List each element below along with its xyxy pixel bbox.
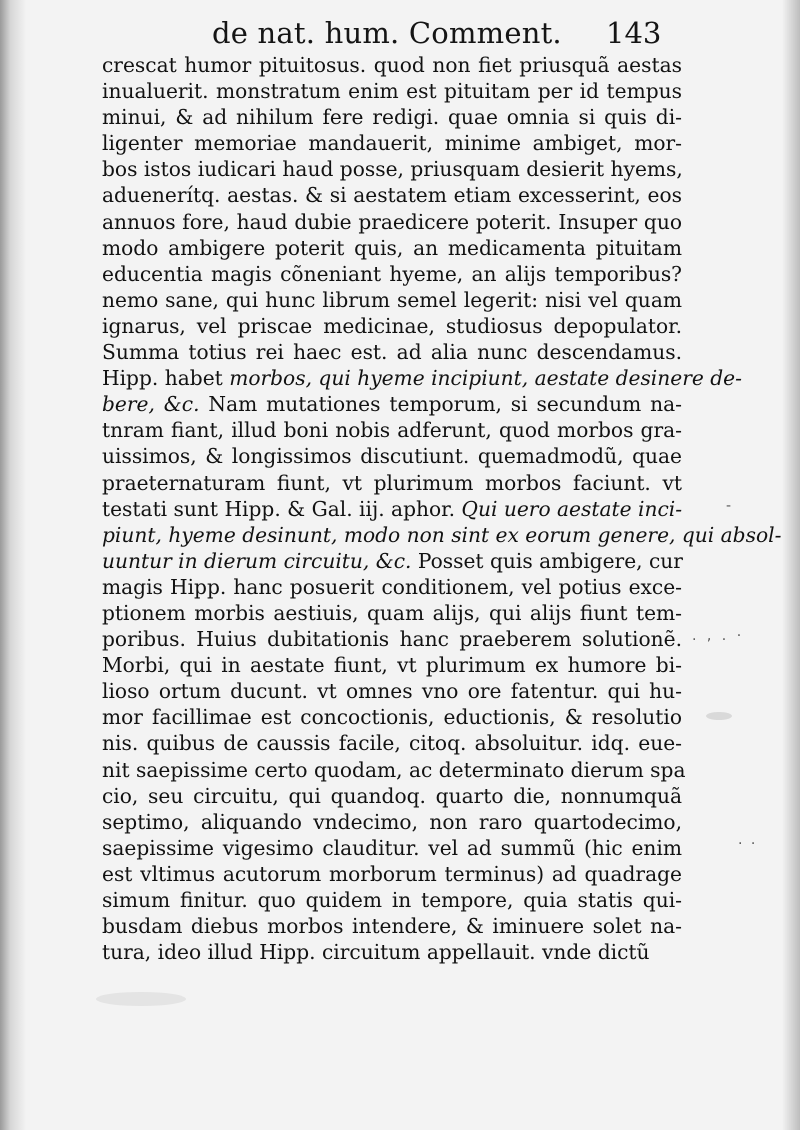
ink-smudge [706,712,732,720]
text-line [102,522,782,548]
text-line [102,313,682,339]
running-title: de nat. hum. Comment. [212,16,562,50]
text-segment: Nam mutationes temporum, si secundum na- [199,392,682,417]
italic-quotation: morbos, qui hyeme incipiunt, aestate desinere de- [229,366,742,391]
text-segment: testati sunt Hipp. & Gal. iij. aphor. [102,496,462,521]
text-line [102,339,682,365]
page-number: 143 [606,16,662,50]
text-segment: simum finitur. quo quidem in tempore, quia statis qui- [102,888,682,912]
text-line [102,548,682,574]
text-segment: nit saepissime certo quodam, ac determinato dierum spa [102,757,686,782]
text-segment: nemo sane, qui hunc librum semel legerit: nisi vel quam [102,287,682,312]
text-line [102,209,682,235]
text-line [102,939,682,965]
gutter-shadow [0,0,26,1130]
text-line [102,417,682,443]
text-segment: septimo, aliquando vndecimo, non raro quartodecimo, [102,809,682,834]
text-segment: ptionem morbis aestiuis, quam alijs, qui alijs fiunt tem- [102,600,682,625]
margin-speck: . , . · [692,628,745,644]
text-line [102,652,682,678]
text-segment: bos istos iudicari haud posse, priusquam desierit hyems, [102,157,683,182]
text-segment: busdam diebus morbos intendere, & iminuere solet na- [102,914,682,939]
text-line [102,391,682,417]
text-segment: lioso ortum ducunt. vt omnes vno ore fatentur. qui hu- [102,679,682,704]
italic-quotation: Qui uero aestate inci- [461,496,683,521]
italic-quotation: uuntur in dierum circuitu, &c. [102,548,412,573]
text-line [102,887,682,913]
text-segment: inualuerit. monstratum enim est pituitam per id tempus [102,79,682,104]
text-line [102,861,682,887]
text-line [102,783,682,809]
text-segment: praeternaturam fiunt, vt plurimum morbos faciunt. vt [102,470,682,495]
text-segment: cio, seu circuitu, qui quandoq. quarto die, nonnumquã [102,783,682,808]
bleed-through [96,992,186,1006]
text-segment: nis. quibus de caussis facile, citoq. absoluitur. idq. eue- [102,731,682,756]
text-line [102,704,682,730]
text-segment: Summa totius rei haec est. ad alia nunc descendamus. [102,340,682,365]
text-segment: annuos fore, haud dubie praedicere poterit. Insuper quo [102,209,682,234]
text-line [102,678,682,704]
text-line [102,287,682,313]
text-segment: aduenerítq. aestas. & si aestatem etiam excesserint, eos [102,183,682,208]
text-line [102,78,682,104]
text-segment: Morbi, qui in aestate fiunt, vt plurimum ex humore bi- [102,653,682,678]
text-line [102,130,682,156]
text-segment: poribus. Huius dubitationis hanc praeberem solutionẽ. [102,627,682,652]
text-segment: est vltimus acutorum morborum terminus) ad quadrage [102,861,682,886]
text-line [102,626,682,652]
italic-quotation: bere, &c. [102,392,200,417]
text-line [102,182,682,208]
text-segment: uissimos, & longissimos discutiunt. quemadmodũ, quae [102,444,682,469]
text-segment: Posset quis ambigere, cur [411,548,683,573]
text-segment: tnram fiant, illud boni nobis adferunt, quod morbos gra- [102,418,682,443]
text-segment: mor facillimae est concoctionis, eductionis, & resolutio [102,705,682,730]
text-segment: tura, ideo illud Hipp. circuitum appellauit. vnde dictũ [102,940,650,965]
text-line [102,835,682,861]
text-line [102,574,682,600]
text-line [102,757,686,783]
text-segment: magis Hipp. hanc posuerit conditionem, vel potius excе- [102,574,682,599]
text-line [102,443,682,469]
text-line [102,470,682,496]
text-segment: ligenter memoriae mandauerit, minime ambiget, mor- [102,131,682,156]
text-line [102,52,682,78]
text-line [102,600,682,626]
text-line [102,235,682,261]
margin-speck: - [726,498,732,514]
text-segment: ignarus, vel priscae medicinae, studiosus depopulator. [102,313,682,338]
text-line [102,156,682,182]
text-line [102,261,682,287]
text-line [102,104,682,130]
text-segment: minui, & ad nihilum fere redigi. quae omnia si quis di- [102,105,682,130]
italic-quotation: piunt, hyeme desinunt, modo non sint ex eorum genere, qui absol- [102,522,782,547]
page-header [0,10,800,54]
body-text [102,52,782,965]
text-segment: modo ambigere poterit quis, an medicamenta pituitam [102,235,682,260]
text-line [102,730,682,756]
text-line [102,809,682,835]
text-line [102,913,682,939]
text-line [102,496,682,522]
text-segment: saepissime vigesimo clauditur. vel ad summũ (hic enim [102,835,682,860]
text-segment: crescat humor pituitosus. quod non fiet priusquã aestas [102,53,682,77]
text-segment: educentia magis cõneniant hyeme, an alijs temporibus? [102,261,682,286]
page-edge-shadow [782,0,800,1130]
text-segment: Hipp. habet [102,366,230,391]
text-line [102,365,742,391]
margin-speck: · · [738,836,758,852]
